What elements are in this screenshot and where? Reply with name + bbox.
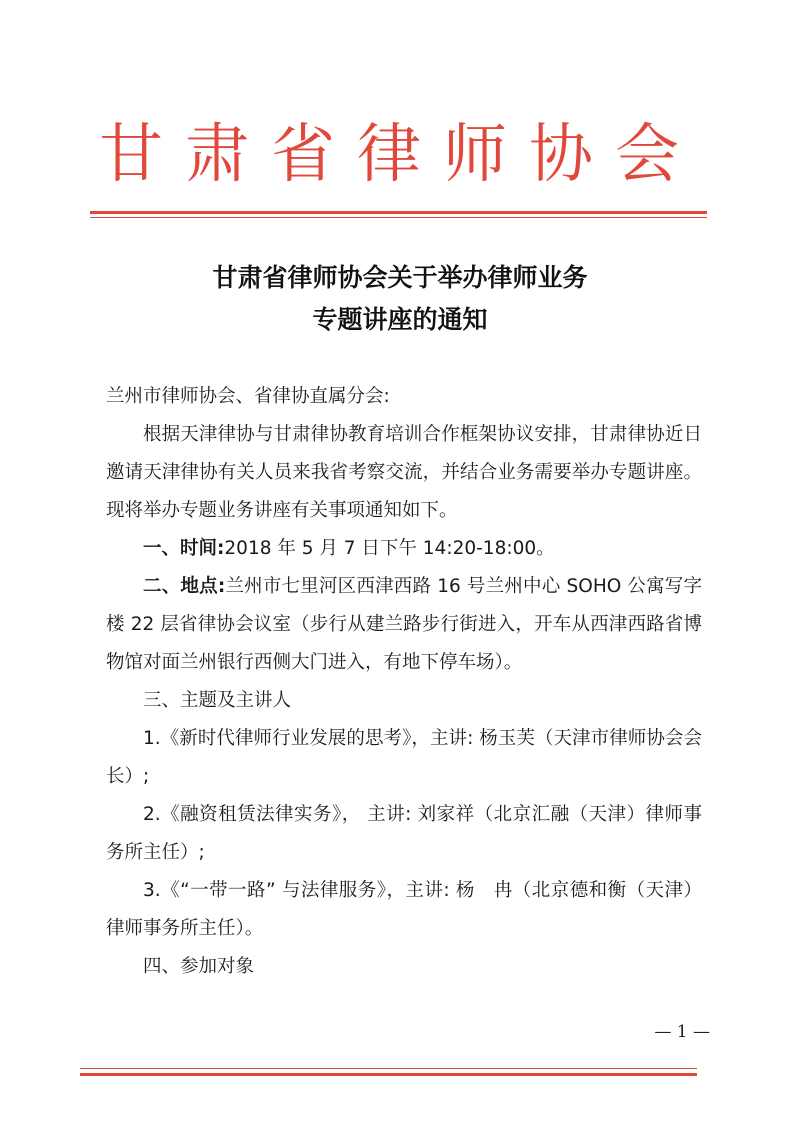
topic-item-3: 3.《“一带一路” 与法律服务》，主讲: 杨 冉（北京德和衡（天津）律师事务所主任）。 [106, 880, 702, 939]
page-number: — 1 — [654, 1022, 710, 1042]
topic-item-2: 2.《融资租赁法律实务》， 主讲: 刘家祥（北京汇融（天津）律师事务所主任）; [106, 804, 702, 863]
document-title-line-1: 甘肃省律师协会关于举办律师业务 [212, 263, 588, 292]
topic-item-1: 1.《新时代律师行业发展的思考》，主讲: 杨玉芙（天津市律师协会会长）; [106, 728, 702, 787]
letterhead-rule-thick [90, 211, 707, 214]
salutation: 兰州市律师协会、省律协直属分会: [106, 386, 390, 407]
letterhead-org-name: 甘肃省律师协会 [99, 118, 701, 192]
participants-heading: 四、参加对象 [143, 956, 255, 977]
letterhead-rule-thin [90, 217, 707, 218]
location-value: 兰州市七里河区西津西路 16 号兰州中心 SOHO 公寓写字楼 22 层省律协会议室（步行从建兰路步行街进入，开车从西津西路省博物馆对面兰州银行西侧大门进入，有地下停车场）。 [106, 576, 703, 673]
time-label: 一、时间: [143, 538, 225, 559]
time-value: 2018 年 5 月 7 日下午 14:20-18:00。 [224, 538, 555, 559]
footer-rule-thin [80, 1068, 697, 1069]
footer-rule-thick [80, 1073, 697, 1076]
location-label: 二、地点: [143, 576, 226, 597]
document-body [106, 378, 702, 986]
location-paragraph [106, 568, 702, 682]
time-paragraph [106, 530, 702, 568]
document-title-line-2: 专题讲座的通知 [312, 305, 488, 334]
topics-heading: 三、主题及主讲人 [143, 690, 292, 711]
intro-paragraph: 根据天津律协与甘肃律协教育培训合作框架协议安排，甘肃律协近日邀请天津律协有关人员来我省考察交流，并结合业务需要举办专题讲座。现将举办专题业务讲座有关事项通知如下。 [106, 424, 702, 521]
